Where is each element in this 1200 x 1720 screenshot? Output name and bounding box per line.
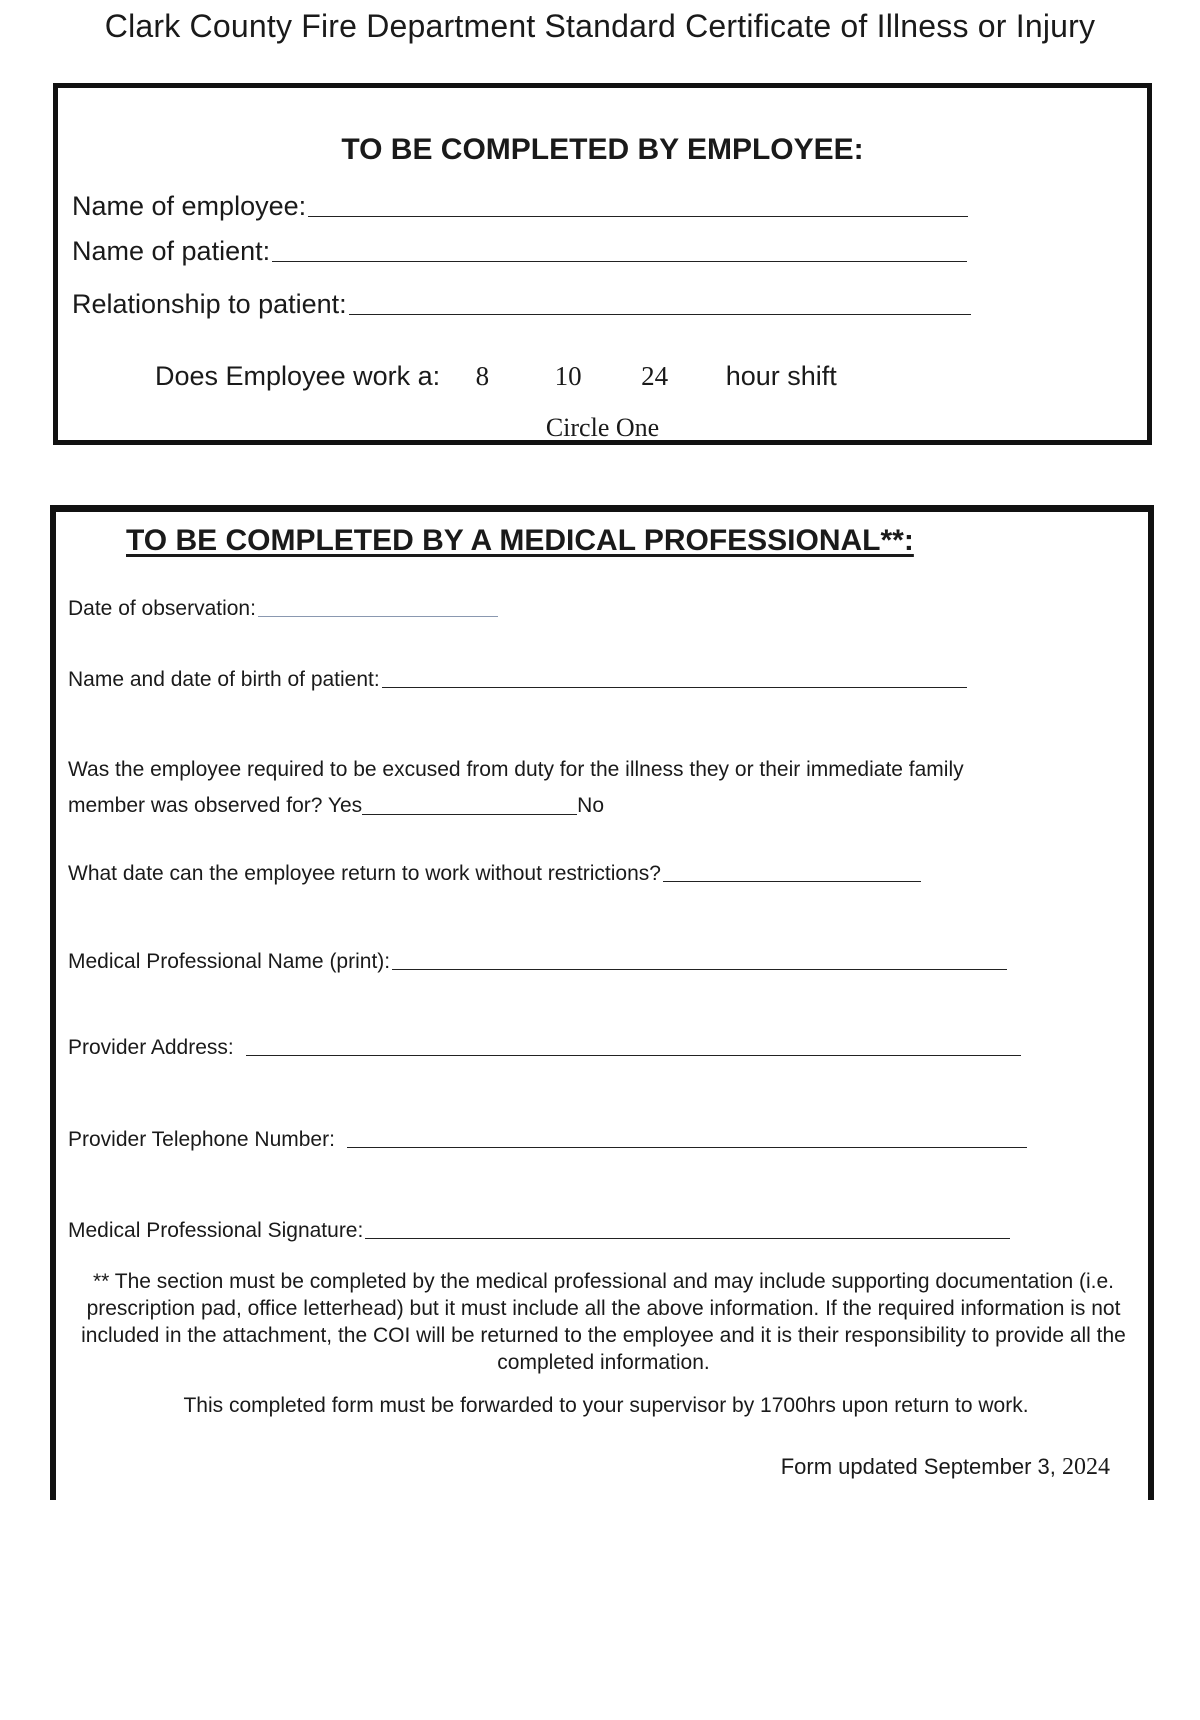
signature-line[interactable]	[365, 1238, 1010, 1239]
professional-name-label: Medical Professional Name (print):	[68, 950, 391, 973]
employee-name-field[interactable]	[72, 191, 968, 222]
excused-question-line2: member was observed for? Yes	[68, 794, 363, 817]
patient-name-label: Name of patient:	[72, 236, 271, 266]
employee-section-heading: TO BE COMPLETED BY EMPLOYEE:	[341, 133, 864, 166]
date-observation-line[interactable]	[258, 616, 498, 617]
signature-field[interactable]	[68, 1219, 1010, 1243]
employee-name-line[interactable]	[308, 216, 968, 217]
employee-name-label: Name of employee:	[72, 191, 307, 221]
excused-yes-line[interactable]	[362, 814, 577, 815]
patient-name-dob-line[interactable]	[382, 687, 967, 688]
patient-name-dob-label: Name and date of birth of patient:	[68, 668, 380, 691]
provider-address-line[interactable]	[246, 1055, 1021, 1056]
return-date-field[interactable]	[68, 862, 921, 886]
shift-suffix: hour shift	[725, 361, 837, 391]
return-date-label: What date can the employee return to work without restrictions?	[68, 862, 661, 885]
date-observation-label: Date of observation:	[68, 597, 256, 620]
shift-option-8[interactable]: 8	[475, 361, 490, 391]
provider-phone-field[interactable]	[68, 1128, 1027, 1152]
patient-name-field[interactable]	[72, 236, 967, 267]
document-title: Clark County Fire Department Standard Certificate of Illness or Injury	[104, 8, 1096, 44]
excused-question-line2-row	[68, 788, 964, 824]
patient-name-dob-field[interactable]	[68, 668, 967, 692]
footnote-text: ** The section must be completed by the medical professional and may include supporting documentation (i.e. prescription pad, office letterhead) but it must include all the above information. If the required information is not included in the attachment, the COI will be returned to the employee and it is their responsibility to provide all the completed information.	[81, 1270, 1126, 1374]
professional-name-field[interactable]	[68, 950, 1007, 974]
professional-name-line[interactable]	[392, 969, 1007, 970]
shift-question-row	[155, 361, 837, 392]
relationship-line[interactable]	[349, 314, 971, 315]
medical-section	[50, 505, 1154, 1500]
form-updated-date	[781, 1454, 1110, 1481]
provider-address-label: Provider Address:	[68, 1036, 234, 1059]
signature-label: Medical Professional Signature:	[68, 1219, 364, 1242]
forward-instruction: This completed form must be forwarded to your supervisor by 1700hrs upon return to work.	[183, 1394, 1029, 1417]
date-observation-field[interactable]	[68, 597, 498, 621]
provider-phone-line[interactable]	[347, 1147, 1027, 1148]
return-date-line[interactable]	[663, 881, 921, 882]
circle-one-instruction: Circle One	[545, 413, 660, 442]
provider-address-field[interactable]	[68, 1036, 1021, 1060]
shift-option-10[interactable]: 10	[554, 361, 582, 391]
excused-no-label: No	[577, 794, 605, 817]
shift-option-24[interactable]: 24	[641, 361, 669, 391]
excused-question	[68, 752, 964, 824]
form-updated-year: 2024	[1062, 1454, 1110, 1480]
provider-phone-label: Provider Telephone Number:	[68, 1128, 335, 1151]
form-updated-prefix: Form updated September 3,	[780, 1454, 1056, 1479]
relationship-label: Relationship to patient:	[72, 289, 347, 319]
relationship-field[interactable]	[72, 289, 971, 320]
employee-section	[53, 83, 1152, 445]
patient-name-line[interactable]	[272, 261, 967, 262]
excused-question-line1: Was the employee required to be excused from duty for the illness they or their immediate family	[68, 758, 964, 781]
medical-section-heading: TO BE COMPLETED BY A MEDICAL PROFESSIONAL**:	[126, 524, 914, 557]
shift-question-label: Does Employee work a:	[155, 361, 441, 391]
